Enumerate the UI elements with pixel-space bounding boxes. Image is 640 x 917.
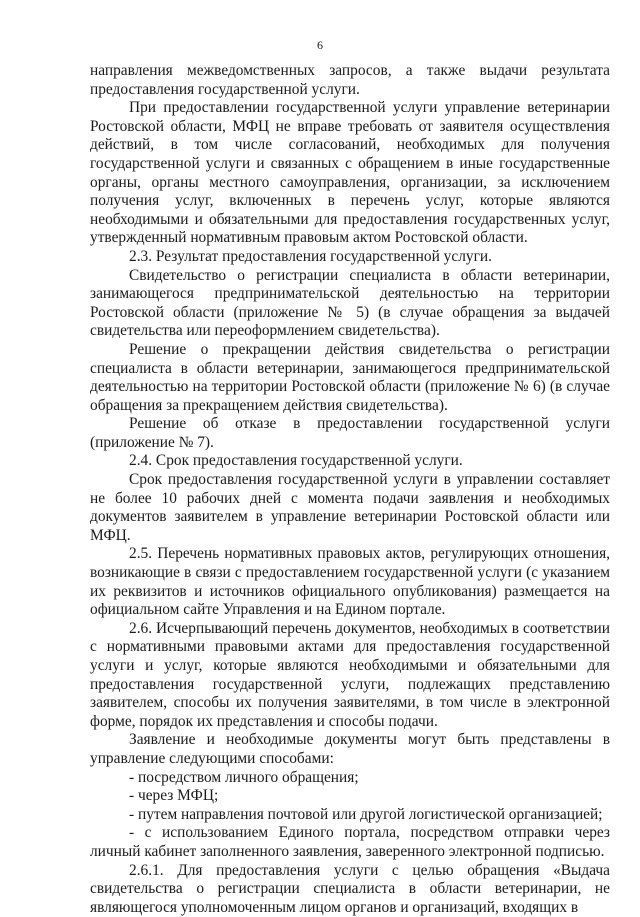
section-heading-2-3: 2.3. Результат предоставления государственной услуги. bbox=[129, 247, 492, 265]
paragraph-submission-methods: Заявление и необходимые документы могут быть представлены в управление следующими способами: bbox=[90, 731, 610, 767]
paragraph-section-2-5: 2.5. Перечень нормативных правовых актов, регулирующих отношения, возникающие в связи с предоставлением государственной услуги (с указанием их реквизитов и источников официального опубликования) размещается на официальном сайте Управления и на Едином портале. bbox=[90, 545, 610, 619]
list-item: - посредством личного обращения; bbox=[129, 768, 359, 786]
list-item: - путем направления почтовой или другой логистической организацией; bbox=[129, 805, 603, 823]
paragraph-continuation: направления межведомственных запросов, а также выдачи результата предоставления государственной услуги. bbox=[90, 62, 610, 98]
list-item: - через МФЦ; bbox=[129, 787, 219, 805]
paragraph-service-term: Срок предоставления государственной услуги в управлении составляет не более 10 рабочих дней с момента подачи заявления и необходимых документов заявителем в управление ветеринарии Ростовской области или МФЦ. bbox=[90, 471, 610, 544]
section-heading-2-4: 2.4. Срок предоставления государственной услуги. bbox=[129, 452, 463, 470]
paragraph-certificate-result: Свидетельство о регистрации специалиста в области ветеринарии, занимающегося предпринимательской деятельностью на территории Ростовской области (приложение № 5) (в случае обращения за выдачей свидетельства или переоформлением свидетельства). bbox=[90, 266, 610, 340]
paragraph-refusal-decision: Решение об отказе в предоставлении государственной услуги (приложение № 7). bbox=[90, 415, 610, 451]
page-number: 6 bbox=[317, 38, 323, 52]
document-body bbox=[90, 62, 610, 917]
paragraph-section-2-6-1: 2.6.1. Для предоставления услуги с целью обращения «Выдача свидетельства о регистрации специалиста в области ветеринарии, не являющегося уполномоченным лицом органов и организаций, входящих в bbox=[90, 861, 610, 916]
paragraph-mfc-restrictions: При предоставлении государственной услуги управление ветеринарии Ростовской области, МФЦ не вправе требовать от заявителя осуществления действий, в том числе согласований, необходимых для получения государственной услуги и связанных с обращением в иные государственные органы, органы местного самоуправления, организации, за исключением получения услуг, включенных в перечень услуг, которые являются необходимыми и обязательными для предоставления государственных услуг, утвержденный нормативным правовым актом Ростовской области. bbox=[90, 99, 610, 247]
paragraph-single-portal: - с использованием Единого портала, посредством отправки через личный кабинет заполненного заявления, заверенного электронной подписью. bbox=[90, 824, 610, 860]
paragraph-termination-decision: Решение о прекращении действия свидетельства о регистрации специалиста в области ветеринарии, занимающегося предпринимательской деятельностью на территории Ростовской области (приложение № 6) (в случае обращения за прекращением действия свидетельства). bbox=[90, 340, 610, 414]
paragraph-section-2-6: 2.6. Исчерпывающий перечень документов, необходимых в соответствии с нормативными правовыми актами для предоставления государственной услуги и услуг, которые являются необходимыми и обязательными для предоставления государственной услуги, подлежащих представлению заявителем, способы их получения заявителями, в том числе в электронной форме, порядок их представления и способы подачи. bbox=[90, 619, 610, 730]
